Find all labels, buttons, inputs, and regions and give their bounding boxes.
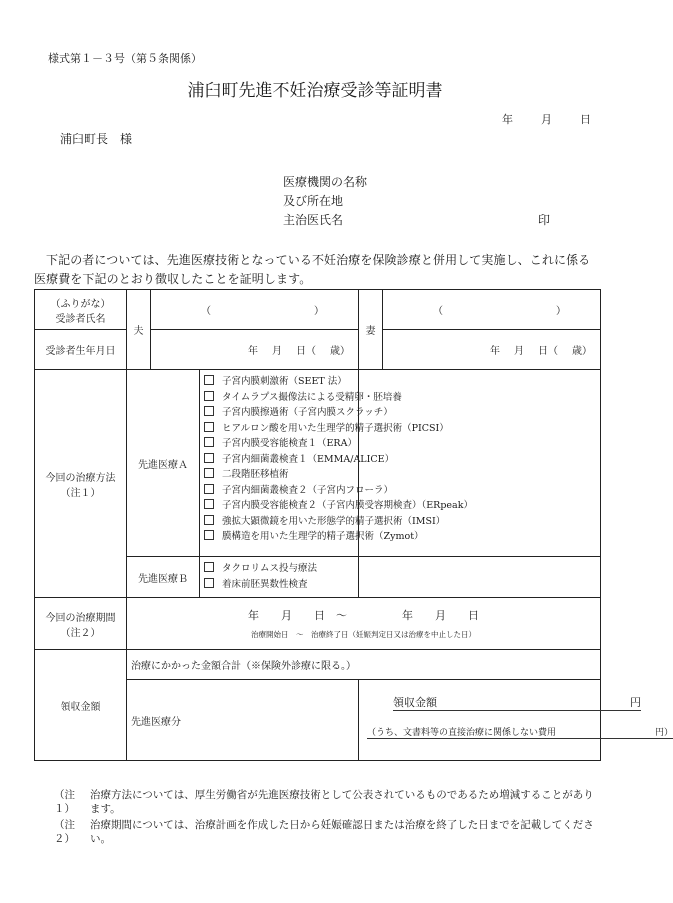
checkbox-icon[interactable] <box>204 515 214 525</box>
advanced-label: 先進医療分 <box>127 680 359 761</box>
checkbox-icon[interactable] <box>204 391 214 401</box>
date-year: 年 <box>502 113 513 126</box>
addressee: 浦臼町長 様 <box>60 132 133 146</box>
receipt-subnote-yen: 円） <box>654 728 673 738</box>
doctor-name-label: 主治医氏名 <box>283 213 344 227</box>
group-a-item[interactable] <box>204 498 473 514</box>
group-a-item-label: 子宮内膜刺激術（SEET 法） <box>222 376 347 387</box>
wife-name-cell[interactable]: （ ） <box>383 290 601 330</box>
patient-name-label: 受診者氏名 <box>55 313 106 325</box>
group-a-item[interactable] <box>204 374 473 390</box>
group-b-item-label: タクロリムス投与療法 <box>222 563 318 574</box>
husband-birth-cell[interactable]: 年 月 日（ 歳） <box>151 330 359 370</box>
wife-birth-cell[interactable]: 年 月 日（ 歳） <box>383 330 601 370</box>
group-a-item[interactable] <box>204 436 473 452</box>
checkbox-icon[interactable] <box>204 484 214 494</box>
group-a-item[interactable] <box>204 529 473 545</box>
receipt-subnote-line <box>367 725 673 739</box>
group-a-item-label: 子宮内膜受容能検査２（子宮内膜受容期検査）（ERpeak） <box>222 500 473 511</box>
checkbox-icon[interactable] <box>204 530 214 540</box>
group-b-label: 先進医療Ｂ <box>127 557 200 597</box>
form-number: 様式第１－３号（第５条関係） <box>48 52 202 65</box>
husband-label: 夫 <box>127 290 151 370</box>
group-a-cell <box>127 370 473 557</box>
group-a-item[interactable] <box>204 405 473 421</box>
checkbox-icon[interactable] <box>204 422 214 432</box>
checkbox-icon[interactable] <box>204 437 214 447</box>
institution-name-label: 医療機関の名称 <box>283 175 368 189</box>
intro-text: 下記の者については、先進医療技術となっている不妊治療を保険診療と併用して実施し、これに係る医療費を下記のとおり徴収したことを証明します。 <box>34 253 591 286</box>
period-label-cell <box>35 598 127 650</box>
group-a-item-label: ヒアルロン酸を用いた生理学的精子選択術（PICSI） <box>222 422 449 434</box>
period-note: （注２） <box>60 627 101 639</box>
checkbox-icon[interactable] <box>204 499 214 509</box>
group-a-item-label: 子宮内膜擦過術（子宮内膜スクラッチ） <box>222 407 393 418</box>
checkbox-icon[interactable] <box>204 406 214 416</box>
checkbox-icon[interactable] <box>204 578 214 588</box>
period-label: 今回の治療期間 <box>45 612 116 624</box>
group-b-spacer <box>359 557 601 598</box>
amount-label: 領収金額 <box>35 650 127 761</box>
method-label: 今回の治療方法 <box>45 472 116 484</box>
note <box>54 788 602 816</box>
note-label: （注２） <box>54 819 75 845</box>
checkbox-icon[interactable] <box>204 468 214 478</box>
group-b-cell <box>127 557 359 598</box>
period-sub: 治療開始日 ～ 治療終了日（妊娠判定日又は治療を中止した日） <box>251 630 476 639</box>
wife-label: 妻 <box>359 290 383 370</box>
notes <box>54 788 602 848</box>
group-b-list <box>200 557 358 597</box>
group-a-item-label: 膜構造を用いた生理学的精子選択術（Zymot） <box>222 531 424 542</box>
date-month: 月 <box>541 113 552 126</box>
checkbox-icon[interactable] <box>204 375 214 385</box>
name-label-cell <box>35 290 127 330</box>
checkbox-icon[interactable] <box>204 453 214 463</box>
note-text: 治療期間については、治療計画を作成した日から妊娠確認日または治療を終了した日までを記載してください。 <box>90 819 594 845</box>
certificate-table <box>34 289 673 761</box>
group-a-item[interactable] <box>204 483 473 499</box>
group-a-item[interactable] <box>204 390 473 406</box>
group-b-item[interactable] <box>204 561 352 577</box>
page-title: 浦臼町先進不妊治療受診等証明書 <box>187 81 443 101</box>
group-a-item-label: 子宮内細菌叢検査１（EMMA/ALICE） <box>222 453 395 465</box>
group-a-item-label: 二段階胚移植術 <box>222 469 289 480</box>
period-main: 年 月 日 ～ 年 月 日 <box>248 609 479 622</box>
group-a-item[interactable] <box>204 421 473 437</box>
group-a-list <box>200 370 479 556</box>
issue-date <box>502 111 591 127</box>
date-day: 日 <box>580 113 591 126</box>
group-a-item[interactable] <box>204 452 473 468</box>
group-a-item[interactable] <box>204 467 473 483</box>
group-a-item-label: 子宮内細菌叢検査２（子宮内フローラ） <box>222 484 394 496</box>
period-cell[interactable] <box>127 598 601 650</box>
checkbox-icon[interactable] <box>204 562 214 572</box>
group-a-label: 先進医療Ａ <box>127 370 200 556</box>
receipt-amount-cell[interactable] <box>359 680 673 761</box>
method-label-cell <box>35 370 127 598</box>
receipt-amount-label: 領収金額 <box>393 696 437 709</box>
group-b-item[interactable] <box>204 577 352 593</box>
note-label: （注１） <box>54 789 75 815</box>
birth-label: 受診者生年月日 <box>35 330 127 370</box>
group-a-item-label: 子宮内膜受容能検査１（ERA） <box>222 438 357 449</box>
group-b-item-label: 着床前胚異数性検査 <box>222 578 308 590</box>
receipt-yen: 円 <box>630 696 641 709</box>
receipt-subnote: （うち、文書料等の直接治療に関係しない費用 <box>367 728 557 738</box>
group-a-item-label: 強拡大顕微鏡を用いた形態学的精子選択術（IMSI） <box>222 515 446 527</box>
group-a-item-label: タイムラプス撮像法による受精卵・胚培養 <box>222 391 402 403</box>
method-note: （注１） <box>60 487 101 499</box>
institution-address-label: 及び所在地 <box>283 194 344 208</box>
receipt-amount-line <box>393 694 641 711</box>
group-a-item[interactable] <box>204 514 473 530</box>
seal-mark: 印 <box>538 213 551 227</box>
note <box>54 818 602 846</box>
furigana-label: （ふりがな） <box>50 298 111 310</box>
husband-name-cell[interactable]: （ ） <box>151 290 359 330</box>
note-text: 治療方法については、厚生労働省が先進医療技術として公表されているものであるため増減することがあります。 <box>90 789 594 815</box>
total-label: 治療にかかった金額合計（※保険外診療に限る。） <box>127 650 601 680</box>
